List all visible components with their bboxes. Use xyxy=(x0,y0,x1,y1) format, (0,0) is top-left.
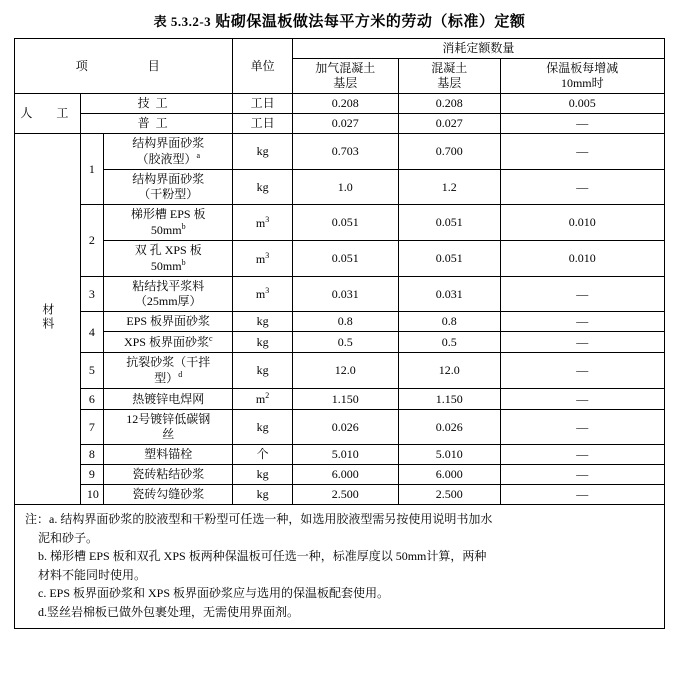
item-number: 2 xyxy=(80,205,103,277)
unit-label: 工日 xyxy=(233,94,292,114)
value-increment: — xyxy=(500,353,664,389)
value-increment: — xyxy=(500,389,664,410)
item-line2: 丝 xyxy=(162,427,175,441)
unit-superscript: 3 xyxy=(265,286,270,295)
item-text: XPS 板界面砂浆 xyxy=(123,335,209,349)
value-aerated: 0.703 xyxy=(292,134,398,170)
item-line1: 结构界面砂浆 xyxy=(132,136,205,150)
item-superscript: c xyxy=(208,334,213,343)
table-row xyxy=(15,277,665,312)
table-row xyxy=(15,485,665,505)
item-label xyxy=(104,332,233,353)
item-superscript: b xyxy=(181,222,186,231)
item-label: 技工 xyxy=(80,94,233,114)
table-row xyxy=(15,465,665,485)
unit-label: kg xyxy=(233,170,292,205)
value-increment: 0.010 xyxy=(500,205,664,241)
item-line1: 梯形槽 EPS 板 xyxy=(130,207,206,221)
header-col-aerated-concrete xyxy=(292,59,398,94)
unit-label xyxy=(233,205,292,241)
value-increment: — xyxy=(500,465,664,485)
unit-label xyxy=(233,389,292,410)
unit-label: kg xyxy=(233,134,292,170)
item-line1: 双 孔 XPS 板 xyxy=(134,243,202,257)
item-label: 塑料锚栓 xyxy=(104,445,233,465)
item-line2: （干粉型） xyxy=(138,187,199,201)
value-aerated: 6.000 xyxy=(292,465,398,485)
header-col-increment xyxy=(500,59,664,94)
unit-text: m xyxy=(255,287,266,301)
item-line2: 50mm xyxy=(150,223,182,237)
note-line-b: b. 梯形槽 EPS 板和双孔 XPS 板两种保温板可任选一种，标准厚度以 50mm计算，两种 xyxy=(38,549,487,564)
unit-label: 个 xyxy=(233,445,292,465)
item-label xyxy=(104,312,233,332)
value-concrete: 0.208 xyxy=(398,94,500,114)
table-number: 表 5.3.2-3 xyxy=(153,14,212,29)
table-row xyxy=(15,94,665,114)
value-concrete: 0.8 xyxy=(398,312,500,332)
unit-label: kg xyxy=(233,485,292,505)
note-line-d: d.竖丝岩棉板已做外包裹处理，无需使用界面剂。 xyxy=(38,604,300,619)
header-col1-line1: 加气混凝土 xyxy=(315,61,376,75)
table-row xyxy=(15,134,665,170)
item-line2: （胶液型） xyxy=(136,152,197,166)
item-text: EPS 板界面砂浆 xyxy=(126,314,211,328)
header-col1-line2: 基层 xyxy=(333,76,358,90)
table-header-row xyxy=(15,39,665,59)
table-row xyxy=(15,312,665,332)
value-increment: — xyxy=(500,485,664,505)
item-label xyxy=(104,353,233,389)
header-col2-line2: 基层 xyxy=(437,76,462,90)
value-aerated: 1.150 xyxy=(292,389,398,410)
item-label xyxy=(104,205,233,241)
value-concrete: 0.031 xyxy=(398,277,500,312)
value-concrete: 0.051 xyxy=(398,241,500,277)
table-row xyxy=(15,410,665,445)
item-superscript: a xyxy=(196,151,201,160)
value-concrete: 12.0 xyxy=(398,353,500,389)
quota-table xyxy=(14,38,665,505)
value-aerated: 0.051 xyxy=(292,205,398,241)
table-row xyxy=(15,445,665,465)
value-increment: 0.005 xyxy=(500,94,664,114)
item-number: 5 xyxy=(80,353,103,389)
unit-label: kg xyxy=(233,353,292,389)
value-increment: — xyxy=(500,114,664,134)
unit-text: m xyxy=(255,392,266,406)
item-number: 7 xyxy=(80,410,103,445)
value-concrete: 0.700 xyxy=(398,134,500,170)
item-label: 普工 xyxy=(80,114,233,134)
item-number: 9 xyxy=(80,465,103,485)
item-line1: 12号镀锌低碳钢 xyxy=(126,412,211,426)
category-material-label: 材料 xyxy=(40,303,55,331)
value-concrete: 0.051 xyxy=(398,205,500,241)
header-unit: 单位 xyxy=(233,39,292,94)
value-concrete: 6.000 xyxy=(398,465,500,485)
value-concrete: 0.5 xyxy=(398,332,500,353)
item-label: 热镀锌电焊网 xyxy=(104,389,233,410)
item-number: 4 xyxy=(80,312,103,353)
value-aerated: 12.0 xyxy=(292,353,398,389)
value-increment: — xyxy=(500,410,664,445)
note-line-a-cont: 泥和砂子。 xyxy=(38,530,99,545)
item-label: 瓷砖勾缝砂浆 xyxy=(104,485,233,505)
header-col-concrete xyxy=(398,59,500,94)
note-line-c: c. EPS 板界面砂浆和 XPS 板界面砂浆应与选用的保温板配套使用。 xyxy=(38,586,390,601)
item-line1: 抗裂砂浆（干拌 xyxy=(126,355,211,369)
item-line1: 粘结找平浆料 xyxy=(132,279,205,293)
value-increment: — xyxy=(500,312,664,332)
header-col2-line1: 混凝土 xyxy=(431,61,468,75)
item-label xyxy=(104,241,233,277)
item-number: 1 xyxy=(80,134,103,205)
item-number-text: 10 xyxy=(86,487,99,501)
table-row xyxy=(15,353,665,389)
item-label xyxy=(104,134,233,170)
item-superscript: b xyxy=(181,258,186,267)
unit-superscript: 3 xyxy=(265,214,270,224)
value-aerated: 0.208 xyxy=(292,94,398,114)
table-title-text: 贴砌保温板做法每平方米的劳动（标准）定额 xyxy=(215,14,526,30)
note-line-a xyxy=(25,510,654,529)
value-aerated: 0.8 xyxy=(292,312,398,332)
header-consumption: 消耗定额数量 xyxy=(292,39,664,59)
note-a-text: a. 结构界面砂浆的胶液型和干粉型可任选一种，如选用胶液型需另按使用说明书加水 xyxy=(49,512,493,526)
unit-label xyxy=(233,277,292,312)
item-number: 3 xyxy=(80,277,103,312)
item-label: 瓷砖粘结砂浆 xyxy=(104,465,233,485)
item-number: 8 xyxy=(80,445,103,465)
unit-label: kg xyxy=(233,410,292,445)
header-col3-line1: 保温板每增减 xyxy=(546,61,619,75)
value-increment: — xyxy=(500,134,664,170)
table-row xyxy=(15,241,665,277)
value-concrete: 2.500 xyxy=(398,485,500,505)
notes-label: 注： xyxy=(25,512,50,526)
item-line2: 50mm xyxy=(150,259,182,273)
unit-label: 工日 xyxy=(233,114,292,134)
item-label xyxy=(104,170,233,205)
table-row xyxy=(15,332,665,353)
unit-label: kg xyxy=(233,312,292,332)
category-labor: 人 工 xyxy=(15,94,81,134)
value-increment: — xyxy=(500,332,664,353)
value-concrete: 5.010 xyxy=(398,445,500,465)
value-aerated: 0.5 xyxy=(292,332,398,353)
table-row xyxy=(15,389,665,410)
value-concrete: 0.026 xyxy=(398,410,500,445)
value-concrete: 1.150 xyxy=(398,389,500,410)
value-increment: 0.010 xyxy=(500,241,664,277)
value-aerated: 1.0 xyxy=(292,170,398,205)
item-number xyxy=(80,485,103,505)
note-line-b-cont: 材料不能同时使用。 xyxy=(38,567,147,582)
page-title xyxy=(14,10,665,31)
item-superscript: d xyxy=(178,370,183,379)
item-line2: （25mm厚） xyxy=(134,294,202,308)
table-row xyxy=(15,114,665,134)
unit-superscript: 2 xyxy=(265,391,270,400)
unit-label: kg xyxy=(233,465,292,485)
item-line1: 结构界面砂浆 xyxy=(132,172,205,186)
item-label xyxy=(104,410,233,445)
unit-superscript: 3 xyxy=(265,250,270,260)
value-aerated: 0.027 xyxy=(292,114,398,134)
value-aerated: 0.051 xyxy=(292,241,398,277)
value-increment: — xyxy=(500,170,664,205)
value-increment: — xyxy=(500,277,664,312)
value-aerated: 0.031 xyxy=(292,277,398,312)
header-project: 项 目 xyxy=(15,39,233,94)
item-line2: 型） xyxy=(154,371,179,385)
unit-text: m xyxy=(255,215,266,230)
unit-label xyxy=(233,241,292,277)
table-row xyxy=(15,205,665,241)
value-increment: — xyxy=(500,445,664,465)
value-aerated: 0.026 xyxy=(292,410,398,445)
table-row xyxy=(15,170,665,205)
table-notes xyxy=(14,505,665,629)
item-number: 6 xyxy=(80,389,103,410)
item-label xyxy=(104,277,233,312)
value-aerated: 2.500 xyxy=(292,485,398,505)
header-col3-line2: 10mm时 xyxy=(560,76,604,90)
value-concrete: 1.2 xyxy=(398,170,500,205)
category-material xyxy=(15,134,81,505)
unit-text: m xyxy=(255,251,266,266)
value-aerated: 5.010 xyxy=(292,445,398,465)
unit-label: kg xyxy=(233,332,292,353)
value-concrete: 0.027 xyxy=(398,114,500,134)
